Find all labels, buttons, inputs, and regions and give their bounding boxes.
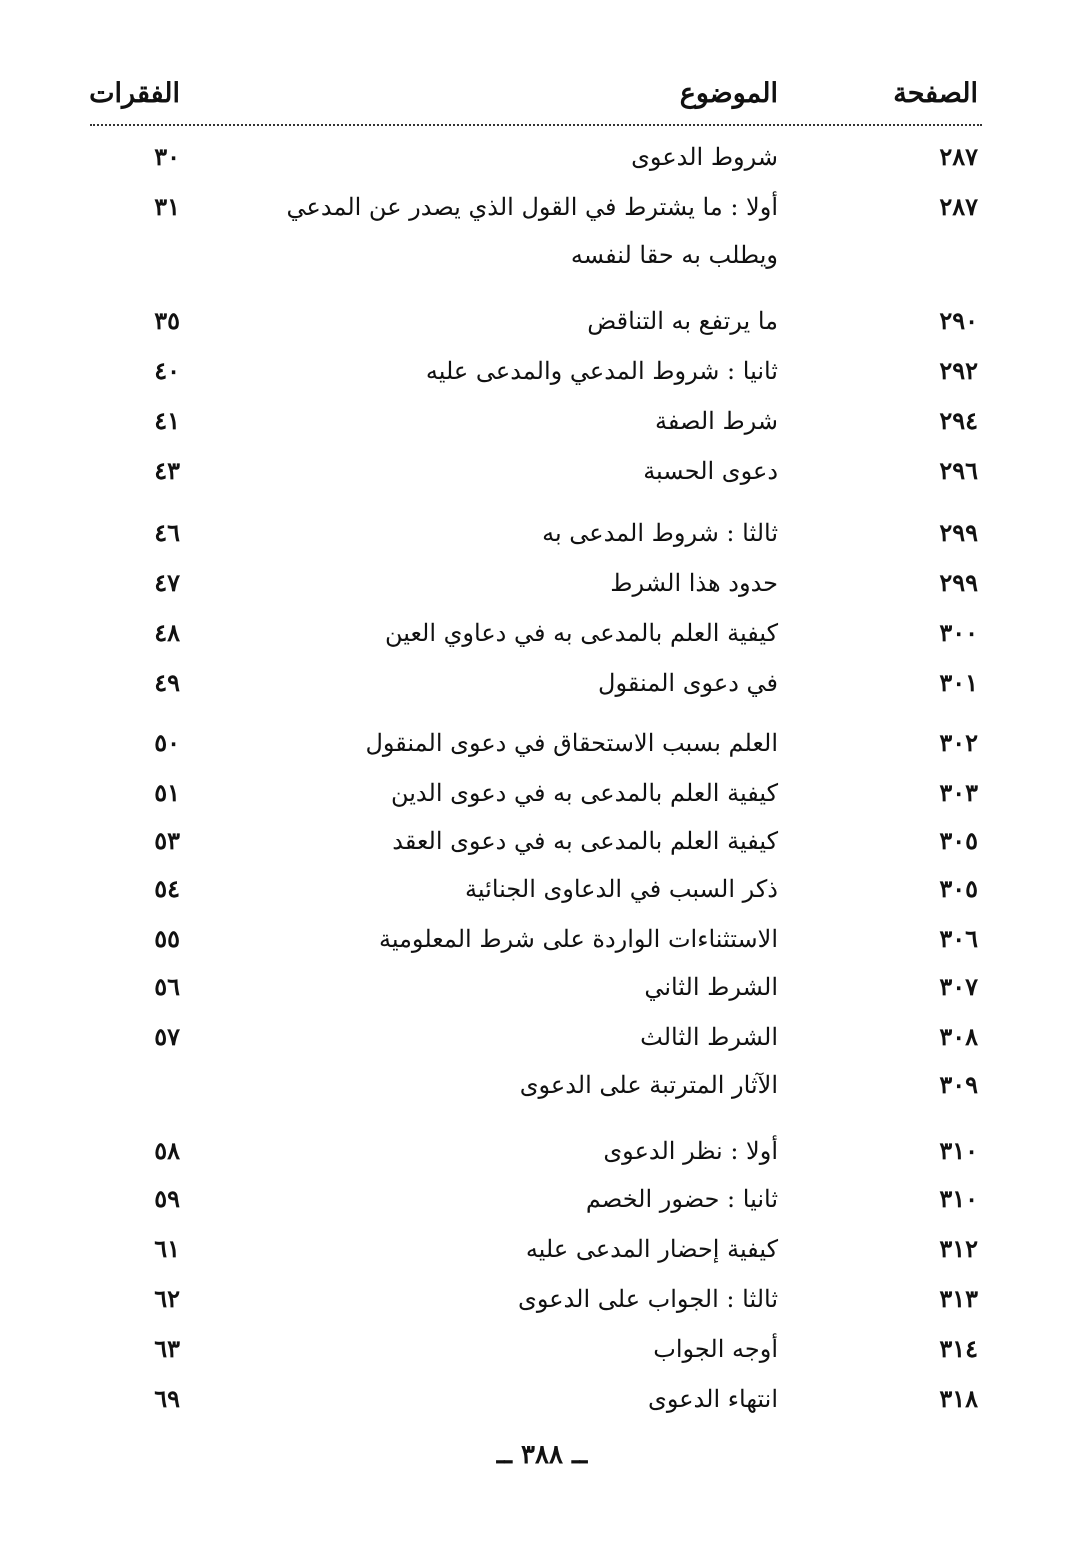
- paragraph-number: ٥٣: [154, 826, 180, 855]
- paragraph-number: ٤١: [154, 406, 180, 435]
- page-number: ٣٠٥: [939, 874, 978, 903]
- topic-title: أوجه الجواب: [653, 1335, 778, 1363]
- paragraph-number: ٥٨: [154, 1136, 180, 1165]
- page-number: ٣٠٧: [939, 972, 978, 1001]
- table-row: [0, 1134, 1084, 1174]
- table-row: [0, 1020, 1084, 1060]
- page-number: ٣٠٠: [939, 618, 978, 647]
- table-row: [0, 1232, 1084, 1272]
- paragraph-number: ٤٧: [154, 568, 180, 597]
- topic-title: كيفية العلم بالمدعى به في دعوى الدين: [390, 779, 778, 807]
- table-row: [0, 1332, 1084, 1372]
- topic-title: حدود هذا الشرط: [610, 569, 778, 597]
- topic-title: ذكر السبب في الدعاوى الجنائية: [465, 875, 778, 903]
- page-number: ٣٠٨: [939, 1022, 978, 1051]
- topic-title: الاستثناءات الواردة على شرط المعلومية: [378, 925, 778, 953]
- paragraph-number: ٥٥: [154, 924, 180, 953]
- page-number: ٢٩٩: [939, 568, 978, 597]
- page-number: ٣٠٥: [939, 826, 978, 855]
- page-number: ٢٩٠: [939, 306, 978, 335]
- table-row: [0, 454, 1084, 494]
- paragraph-number: ٤٣: [154, 456, 180, 485]
- page-number: ٣٠١: [939, 668, 978, 697]
- page-number: ٣١٨: [939, 1384, 978, 1413]
- table-row: [0, 726, 1084, 766]
- page-number: ٣١٣: [939, 1284, 978, 1313]
- table-row: [0, 666, 1084, 706]
- page-footer-number: ــ ٣٨٨ ــ: [496, 1440, 588, 1470]
- paragraph-number: ٣٠: [154, 142, 180, 171]
- paragraph-number: ٥١: [154, 778, 180, 807]
- page-number: ٢٨٧: [939, 142, 978, 171]
- topic-title: ثالثا : شروط المدعى به: [542, 519, 778, 547]
- table-row: [0, 516, 1084, 556]
- page-number: ٣٠٦: [939, 924, 978, 953]
- page-number: ٣١٤: [939, 1334, 978, 1363]
- table-row: [0, 922, 1084, 962]
- page-number: ٢٩٤: [939, 406, 978, 435]
- paragraph-number: ٤٠: [154, 356, 180, 385]
- table-row: [0, 1068, 1084, 1108]
- paragraph-number: ٥٩: [154, 1184, 180, 1213]
- page-number: ٢٩٢: [939, 356, 978, 385]
- page-number: ٣٠٣: [939, 778, 978, 807]
- table-row: [0, 140, 1084, 180]
- table-row: [0, 1382, 1084, 1422]
- paragraph-number: ٥٦: [154, 972, 180, 1001]
- table-row: [0, 1182, 1084, 1222]
- table-row: [0, 872, 1084, 912]
- page-number: ٢٨٧: [939, 192, 978, 221]
- table-row: [0, 238, 1084, 278]
- paragraph-number: ٦٣: [154, 1334, 180, 1363]
- paragraph-number: ٦٢: [154, 1284, 180, 1313]
- paragraph-number: ٤٦: [154, 518, 180, 547]
- table-row: [0, 190, 1084, 230]
- table-row: [0, 616, 1084, 656]
- paragraph-number: ٣٥: [154, 306, 180, 335]
- page-column-header: الصفحة: [893, 78, 978, 109]
- paragraph-number: ٣١: [154, 192, 180, 221]
- topic-title: ثانيا : حضور الخصم: [585, 1185, 778, 1213]
- topic-title: ثالثا : الجواب على الدعوى: [518, 1285, 778, 1313]
- topic-title: كيفية إحضار المدعى عليه: [525, 1235, 778, 1263]
- topic-title: ما يرتفع به التناقض: [587, 307, 778, 335]
- page-number: ٣٠٩: [939, 1070, 978, 1099]
- topic-title: شرط الصفة: [655, 407, 778, 435]
- table-row: [0, 354, 1084, 394]
- paragraph-number: ٥٤: [154, 874, 180, 903]
- table-row: [0, 970, 1084, 1010]
- table-row: [0, 566, 1084, 606]
- topic-title: الآثار المترتبة على الدعوى: [519, 1071, 778, 1099]
- topic-title: أولا : ما يشترط في القول الذي يصدر عن المدعي: [286, 193, 778, 221]
- table-row: [0, 304, 1084, 344]
- paragraph-number: ٥٠: [154, 728, 180, 757]
- topic-title: أولا : نظر الدعوى: [603, 1137, 778, 1165]
- table-row: [0, 404, 1084, 444]
- topic-title: كيفية العلم بالمدعى به في دعاوي العين: [384, 619, 778, 647]
- table-row: [0, 1282, 1084, 1322]
- paragraph-number: ٤٩: [154, 668, 180, 697]
- topic-title: في دعوى المنقول: [598, 669, 778, 697]
- paragraph-number: ٥٧: [154, 1022, 180, 1051]
- page-number: ٣٠٢: [939, 728, 978, 757]
- table-row: [0, 824, 1084, 864]
- page-number: ٣١٢: [939, 1234, 978, 1263]
- topic-title: الشرط الثاني: [644, 973, 778, 1001]
- paragraph-number: ٤٨: [154, 618, 180, 647]
- page-number: ٣١٠: [939, 1136, 978, 1165]
- table-row: [0, 776, 1084, 816]
- header-divider: [90, 124, 982, 126]
- topic-title: ثانيا : شروط المدعي والمدعى عليه: [425, 357, 778, 385]
- topic-title: العلم بسبب الاستحقاق في دعوى المنقول: [365, 729, 778, 757]
- topic-title: انتهاء الدعوى: [648, 1385, 778, 1413]
- topic-title: دعوى الحسبة: [643, 457, 778, 485]
- paragraph-column-header: الفقرات: [89, 78, 180, 109]
- page-number: ٢٩٦: [939, 456, 978, 485]
- paragraph-number: ٦٩: [154, 1384, 180, 1413]
- paragraph-number: ٦١: [154, 1234, 180, 1263]
- topic-title: شروط الدعوى: [631, 143, 778, 171]
- page-number: ٢٩٩: [939, 518, 978, 547]
- topic-title: الشرط الثالث: [640, 1023, 778, 1051]
- topic-title: كيفية العلم بالمدعى به في دعوى العقد: [392, 827, 778, 855]
- page-number: ٣١٠: [939, 1184, 978, 1213]
- topic-title: ويطلب به حقا لنفسه: [570, 241, 778, 269]
- topic-column-header: الموضوع: [679, 78, 778, 109]
